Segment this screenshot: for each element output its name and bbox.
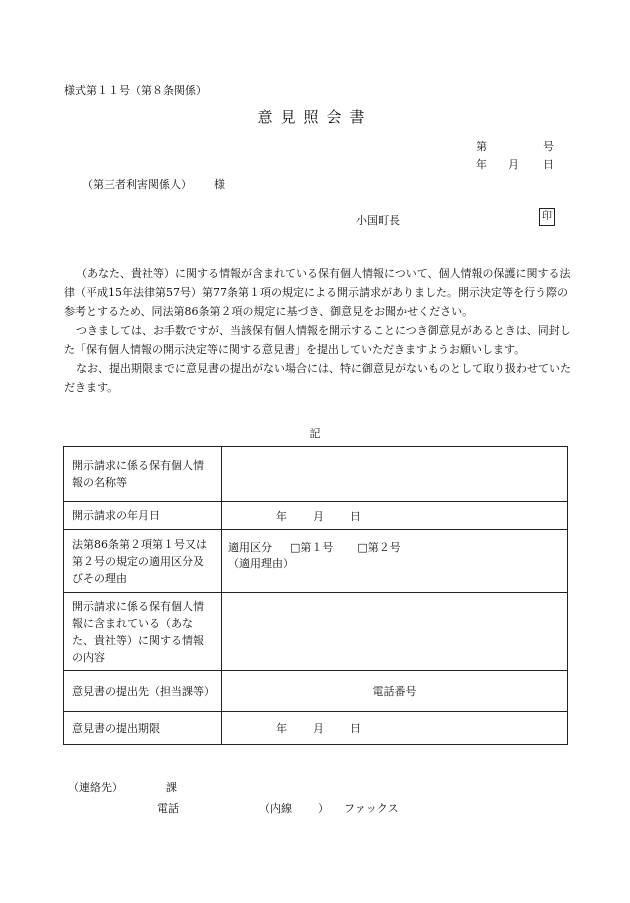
row-value-info-content [222,593,568,671]
body-text [64,264,574,397]
contact-fax: ファックス [344,802,399,815]
form-number: 様式第１１号（第８条関係） [64,84,207,97]
row-value-info-name [222,447,568,502]
row-label-info-name: 開示請求に係る保有個人情報の名称等 [64,447,222,502]
info-table [63,446,568,745]
row-label-request-date: 開示請求の年月日 [64,502,222,530]
row-label-category: 法第86条第２項第１号又は第２号の規定の適用区分及びその理由 [64,530,222,593]
seal-mark: 印 [539,208,555,226]
category-option-2[interactable]: □第２号 [357,541,401,554]
row-label-submit-to: 意見書の提出先（担当課等） [64,671,222,712]
row-value-deadline [222,712,568,745]
date-day-label: 日 [543,158,554,171]
deadline-month-label: 月 [313,722,324,735]
recipient-honorific: 様 [214,178,225,191]
body-paragraph: なお、提出期限までに意見書の提出がない場合には、特に御意見がないものとして取り扱わせていただきます。 [64,362,571,394]
document-title: 意見照会書 [257,108,373,126]
category-label: 適用区分 [228,541,272,554]
category-reason-label: （適用理由） [228,557,294,570]
category-box [228,540,401,572]
contact-section: 課 [166,781,177,794]
contact-label: （連絡先） [68,781,123,794]
row-label-info-content: 開示請求に係る保有個人情報に含まれている（あなた、貴社等）に関する情報の内容 [64,593,222,671]
contact-extension-close: ） [318,802,329,815]
request-day-label: 日 [350,509,361,523]
table-row [64,502,568,530]
contact-extension-open: （内線 [259,802,292,815]
request-month-label: 月 [313,509,324,523]
row-value-request-date [222,502,568,530]
table-row [64,530,568,593]
deadline-day-label: 日 [350,722,361,735]
table-row [64,671,568,712]
recipient-label: （第三者利害関係人） [82,178,192,191]
table-row [64,712,568,745]
sender-name: 小国町長 [356,214,400,227]
contact-phone: 電話 [157,802,179,815]
body-paragraph: （あなた、貴社等）に関する情報が含まれている保有個人情報について、個人情報の保護に関する法律（平成15年法律第57号）第77条第１項の規定による開示請求がありました。開示決定等を行う際の参考とするため、同法第86条第２項の規定に基づき、御意見をお聞かせください。 [64,267,571,318]
row-label-deadline: 意見書の提出期限 [64,712,222,745]
request-year-label: 年 [276,509,287,523]
body-paragraph: つきましては、お手数ですが、当該保有個人情報を開示することにつき御意見があるときは、同封した「保有個人情報の開示決定等に関する意見書」を提出していただきますようお願いします。 [64,324,571,356]
row-value-category [222,530,568,593]
table-row [64,447,568,502]
category-option-1[interactable]: □第１号 [290,541,334,554]
date-month-label: 月 [508,158,519,171]
number-suffix: 号 [543,140,554,153]
table-row [64,593,568,671]
row-value-phone: 電話番号 [222,671,568,712]
date-year-label: 年 [476,158,487,171]
ki-heading: 記 [309,427,321,440]
number-prefix: 第 [476,140,487,153]
deadline-year-label: 年 [276,722,287,735]
